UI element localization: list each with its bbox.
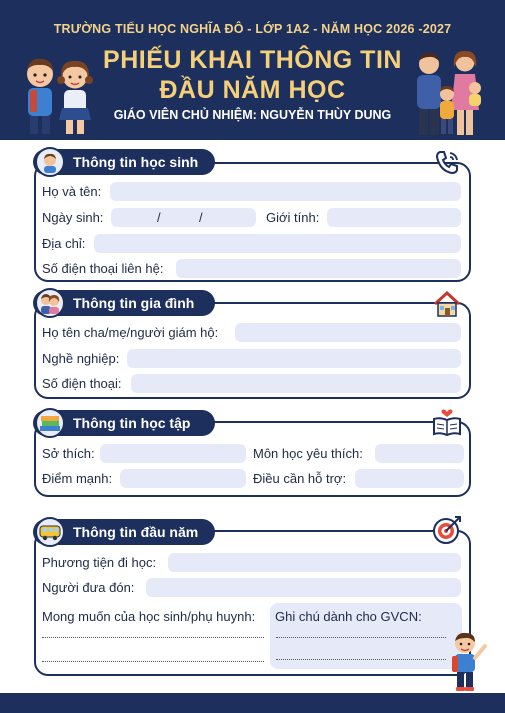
student-avatar-icon xyxy=(35,147,65,177)
books-icon xyxy=(35,408,65,438)
boy-with-backpack-illustration xyxy=(448,630,488,692)
gender-label: Giới tính: xyxy=(266,210,320,225)
student-section-title: Thông tin học sinh xyxy=(33,149,215,175)
footer-band xyxy=(0,693,505,713)
teacher-note-line-1[interactable] xyxy=(276,637,446,638)
form-title-line2: ĐẦU NĂM HỌC xyxy=(159,76,346,104)
wishes-label: Mong muốn của học sinh/phụ huynh: xyxy=(42,609,256,624)
header-banner xyxy=(0,0,505,140)
family-section-title: Thông tin gia đình xyxy=(33,290,215,316)
house-icon xyxy=(430,287,464,321)
strength-field[interactable] xyxy=(120,469,246,488)
pickup-person-label: Người đưa đón: xyxy=(42,580,135,595)
start-year-section-title: Thông tin đầu năm xyxy=(33,519,215,545)
full-name-field[interactable] xyxy=(110,182,461,201)
full-name-label: Họ và tên: xyxy=(42,184,102,199)
wishes-line-1[interactable] xyxy=(42,637,264,638)
teacher-note-line-2[interactable] xyxy=(276,659,446,660)
teacher-line: GIÁO VIÊN CHỦ NHIỆM: NGUYỄN THÙY DUNG xyxy=(113,108,392,122)
contact-phone-label: Số điện thoại liên hệ: xyxy=(42,261,164,276)
school-line: TRƯỜNG TIỂU HỌC NGHĨA ĐÔ - LỚP 1A2 - NĂM HỌC 2026 -2027 xyxy=(53,22,452,36)
job-label: Nghề nghiệp: xyxy=(42,351,120,366)
family-illustration xyxy=(409,44,487,138)
contact-phone-field[interactable] xyxy=(176,259,461,278)
transport-field[interactable] xyxy=(168,553,461,572)
family-phone-field[interactable] xyxy=(131,374,461,393)
guardian-name-field[interactable] xyxy=(235,323,461,342)
address-field[interactable] xyxy=(94,234,461,253)
address-label: Địa chỉ: xyxy=(42,236,86,251)
transport-label: Phương tiện đi học: xyxy=(42,555,157,570)
dob-field[interactable] xyxy=(111,208,256,227)
teacher-note-label: Ghi chú dành cho GVCN: xyxy=(275,609,422,624)
school-bus-icon xyxy=(35,517,65,547)
dob-label: Ngày sinh: xyxy=(42,210,104,225)
support-needed-field[interactable] xyxy=(355,469,464,488)
study-section-title: Thông tin học tập xyxy=(33,410,215,436)
guardian-name-label: Họ tên cha/mẹ/người giám hộ: xyxy=(42,325,219,340)
kids-illustration xyxy=(18,52,98,138)
family-avatar-icon xyxy=(35,288,65,318)
job-field[interactable] xyxy=(127,349,461,368)
gender-field[interactable] xyxy=(327,208,461,227)
dob-separator-2: / xyxy=(199,210,203,225)
strength-label: Điểm mạnh: xyxy=(42,471,113,486)
target-icon xyxy=(430,513,464,547)
open-book-heart-icon xyxy=(430,405,464,439)
form-title-line1: PHIẾU KHAI THÔNG TIN xyxy=(103,46,402,74)
favorite-subject-field[interactable] xyxy=(375,444,464,463)
phone-icon xyxy=(430,145,464,179)
support-needed-label: Điều cần hỗ trợ: xyxy=(253,471,347,486)
dob-separator-1: / xyxy=(157,210,161,225)
hobby-label: Sở thích: xyxy=(42,446,95,461)
favorite-subject-label: Môn học yêu thích: xyxy=(253,446,363,461)
pickup-person-field[interactable] xyxy=(146,578,461,597)
family-phone-label: Số điện thoại: xyxy=(42,376,122,391)
hobby-field[interactable] xyxy=(100,444,246,463)
wishes-line-2[interactable] xyxy=(42,661,264,662)
